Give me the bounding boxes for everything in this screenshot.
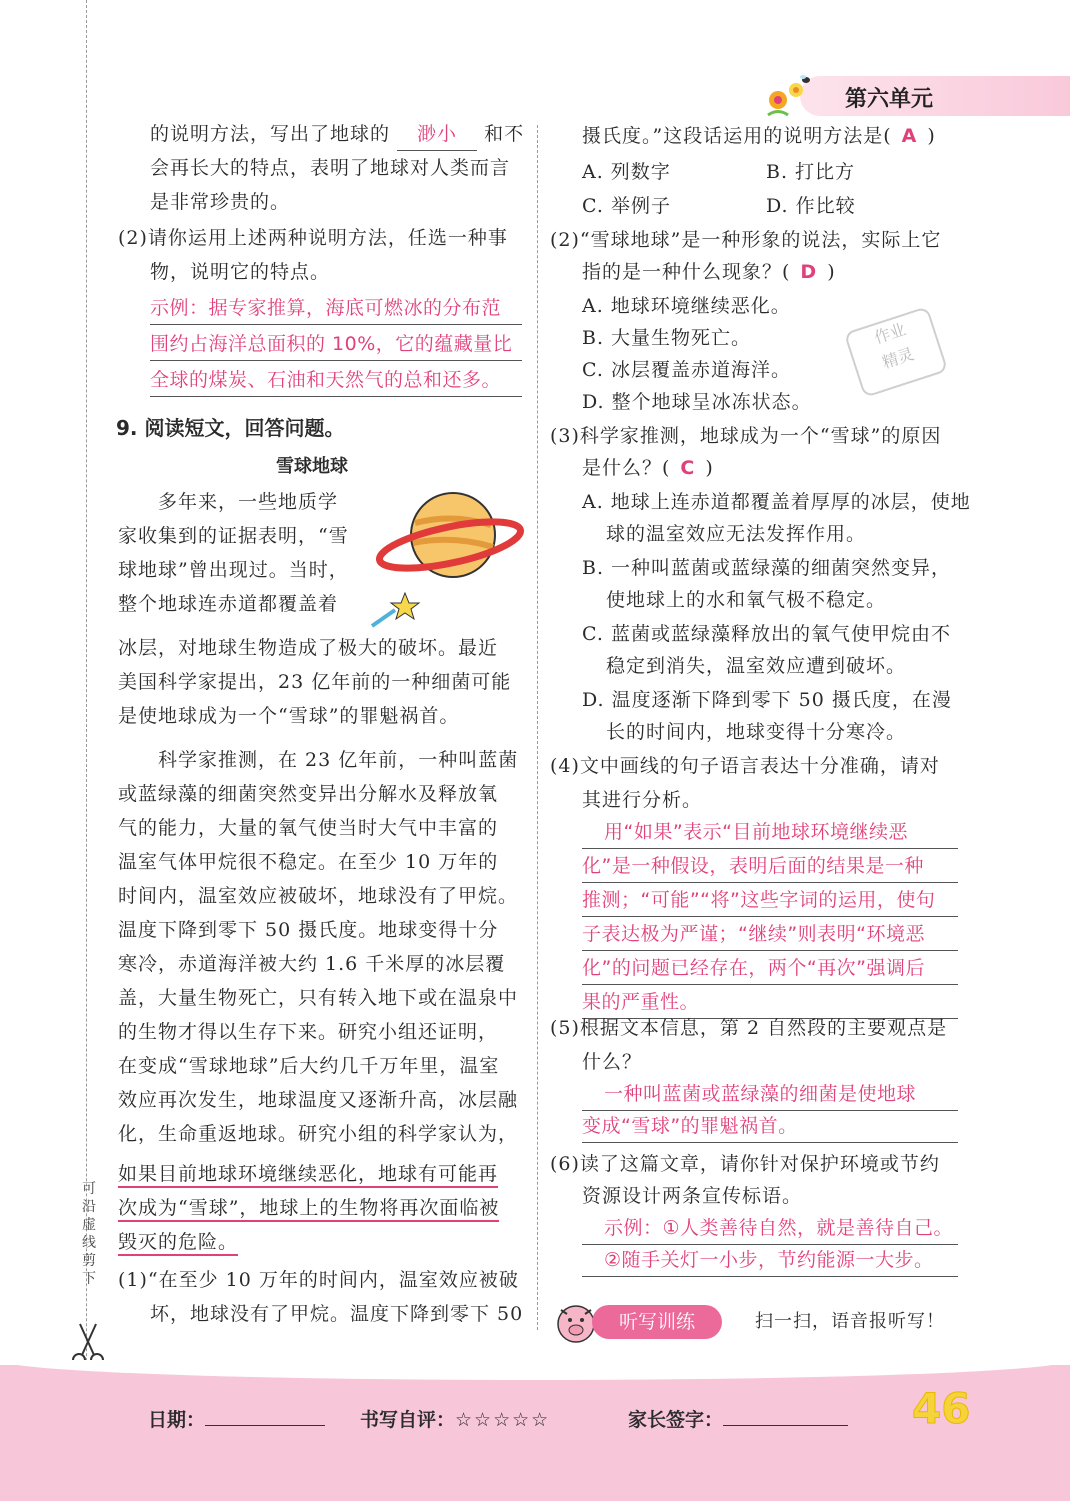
para2-line-8: 盖，大量生物死亡，只有转入地下或在温泉中: [118, 987, 519, 1009]
r-q3-option-a2: 球的温室效应无法发挥作用。: [606, 523, 867, 545]
para1-line-7: 是使地球成为一个“雪球”的罪魁祸首。: [118, 705, 460, 727]
q2-answer-line-1: 示例：据专家推算，海底可燃冰的分布范: [150, 292, 522, 325]
r-q4-answer-5: 化”的问题已经存在，两个“再次”强调后: [582, 952, 958, 985]
q1-line-1: (1)“在至少 10 万年的时间内，温室效应被破: [118, 1269, 519, 1291]
para1-line-4: 整个地球连赤道都覆盖着: [118, 593, 339, 615]
para2-line-1: 科学家推测，在 23 亿年前，一种叫蓝菌: [158, 749, 519, 771]
footer-parent: 家长签字：: [628, 1405, 848, 1432]
para2-line-11: 效应再次发生，地球温度又逐渐升高，冰层融: [118, 1089, 519, 1111]
r-q3-option-c1: C. 蓝菌或蓝绿藻释放出的氧气使甲烷由不: [582, 623, 951, 645]
footer-writing: 书写自评：☆☆☆☆☆: [360, 1409, 551, 1431]
r-q1-option-b: B. 打比方: [766, 161, 856, 183]
dictation-note: 扫一扫，语音报听写！: [755, 1311, 945, 1332]
stamp-line-1: 作业: [871, 319, 909, 348]
footer-band: [0, 1365, 1070, 1501]
cut-hint-text: 可沿虚线剪下: [82, 1181, 96, 1287]
r-q3-option-c2: 稳定到消失，温室效应遭到破坏。: [606, 655, 907, 677]
article-title: 雪球地球: [276, 456, 348, 477]
r-q4-answer-6: 果的严重性。: [582, 986, 958, 1019]
r-q2-option-c: C. 冰层覆盖赤道海洋。: [582, 359, 791, 381]
para2-line-5: 时间内，温室效应被破坏，地球没有了甲烷。: [118, 885, 519, 907]
date-field[interactable]: [205, 1407, 325, 1426]
r-q4-answer-1: 用“如果”表示“目前地球环境继续恶: [582, 816, 958, 849]
underlined-line-2: 次成为“雪球”，地球上的生物将再次面临被: [118, 1192, 499, 1224]
r-q3-option-d2: 长的时间内，地球变得十分寒冷。: [606, 721, 907, 743]
intro-line-1: 的说明方法，写出了地球的 渺小 和不: [150, 118, 524, 151]
para2-line-10: 在变成“雪球地球”后大约几千万年里，温室: [118, 1055, 500, 1077]
para2-line-4: 温室气体甲烷很不稳定。在至少 10 万年的: [118, 851, 499, 873]
rating-stars[interactable]: ☆☆☆☆☆: [455, 1409, 551, 1431]
dictation-badge[interactable]: [592, 1305, 722, 1339]
r-q3-option-a1: A. 地球上连赤道都覆盖着厚厚的冰层，使地: [582, 491, 971, 513]
r-q2-option-b: B. 大量生物死亡。: [582, 327, 752, 349]
para2-line-7: 寒冷，赤道海洋被大约 1.6 千米厚的冰层覆: [118, 953, 506, 975]
para2-line-9: 的生物才得以生存下来。研究小组还证明，: [118, 1021, 499, 1043]
underlined-line-1: 如果目前地球环境继续恶化，地球有可能再: [118, 1158, 498, 1190]
q9-heading: 9. 阅读短文，回答问题。: [116, 416, 345, 440]
r-q5-line-2: 什么？: [582, 1051, 643, 1073]
page-number: 46: [912, 1384, 971, 1433]
r-q6-answer-2: ②随手关灯一小步，节约能源一大步。: [582, 1244, 958, 1277]
star-icon: [370, 588, 420, 628]
r-q2-option-d: D. 整个地球呈冰冻状态。: [582, 391, 812, 413]
dictation-label: 听写训练: [618, 1311, 695, 1333]
r-q5-answer-1: 一种叫蓝菌或蓝绿藻的细菌是使地球: [582, 1078, 958, 1111]
q2-line-1: (2)请你运用上述两种说明方法，任选一种事: [118, 227, 508, 249]
planet-illustration: [375, 485, 525, 595]
r-q6-answer-1: 示例：①人类善待自然，就是善待自己。: [582, 1212, 958, 1245]
r-q6-line-1: (6)读了这篇文章，请你针对保护环境或节约: [550, 1153, 940, 1175]
r-q4-answer-2: 化”是一种假设，表明后面的结果是一种: [582, 850, 958, 883]
para2-line-12: 化，生命重返地球。研究小组的科学家认为，: [118, 1123, 519, 1145]
underlined-line-3: 毁灭的危险。: [118, 1226, 238, 1258]
r-q4-answer-3: 推测；“可能”“将”这些字词的运用，使句: [582, 884, 958, 917]
r-q1-option-d: D. 作比较: [766, 195, 856, 217]
r-q4-line-2: 其进行分析。: [582, 789, 703, 811]
r-q2-line-1: (2)“雪球地球”是一种形象的说法，实际上它: [550, 229, 942, 251]
header-band: [800, 76, 1070, 116]
r-q1-option-a: A. 列数字: [582, 161, 671, 183]
r-q3-option-d1: D. 温度逐渐下降到零下 50 摄氏度，在漫: [582, 689, 952, 711]
column-divider: [537, 125, 538, 1330]
r-q2-answer: D: [800, 261, 818, 283]
para1-line-6: 美国科学家提出，23 亿年前的一种细菌可能: [118, 671, 512, 693]
r-q3-line-2: 是什么？( C ): [582, 457, 714, 479]
para1-line-2: 家收集到的证据表明，“雪: [118, 525, 349, 547]
r-q2-line-2: 指的是一种什么现象？( D ): [582, 261, 836, 283]
q1-line-2: 坏，地球没有了甲烷。温度下降到零下 50: [150, 1303, 524, 1325]
r-q4-line-1: (4)文中画线的句子语言表达十分准确，请对: [550, 755, 940, 777]
para1-line-1: 多年来，一些地质学: [158, 491, 339, 513]
r-q6-line-2: 资源设计两条宣传标语。: [582, 1185, 803, 1207]
r-q3-answer: C: [680, 457, 696, 479]
r-q3-option-b2: 使地球上的水和氧气极不稳定。: [606, 589, 887, 611]
flower-icon: [758, 70, 818, 120]
r-q5-answer-2: 变成“雪球”的罪魁祸首。: [582, 1110, 958, 1143]
para1-line-3: 球地球”曾出现过。当时，: [118, 559, 349, 581]
r-q2-option-a: A. 地球环境继续恶化。: [582, 295, 791, 317]
r-q3-line-1: (3)科学家推测，地球成为一个“雪球”的原因: [550, 425, 942, 447]
intro-line-3: 是非常珍贵的。: [150, 191, 291, 213]
unit-title: 第六单元: [845, 87, 934, 112]
para2-line-2: 或蓝绿藻的细菌突然变异出分解水及释放氧: [118, 783, 499, 805]
blank-answer: 渺小: [397, 118, 477, 151]
r-q1-option-c: C. 举例子: [582, 195, 671, 217]
q2-answer-line-2: 围约占海洋总面积的 10%，它的蕴藏量比: [150, 328, 522, 361]
intro-line-2: 会再长大的特点，表明了地球对人类而言: [150, 157, 511, 179]
r-q3-option-b1: B. 一种叫蓝菌或蓝绿藻的细菌突然变异，: [582, 557, 952, 579]
r-q5-line-1: (5)根据文本信息，第 2 自然段的主要观点是: [550, 1017, 948, 1039]
stamp-logo: [844, 306, 949, 398]
q2-answer-line-3: 全球的煤炭、石油和天然气的总和还多。: [150, 364, 522, 397]
para2-line-6: 温度下降到零下 50 摄氏度。地球变得十分: [118, 919, 499, 941]
r-q1-answer: A: [901, 125, 918, 147]
q2-line-2: 物，说明它的特点。: [150, 261, 331, 283]
para1-line-5: 冰层，对地球生物造成了极大的破坏。最近: [118, 637, 499, 659]
stamp-line-2: 精灵: [879, 344, 917, 373]
footer-date: 日期：: [148, 1405, 325, 1432]
para2-line-3: 气的能力，大量的氧气使当时大气中丰富的: [118, 817, 499, 839]
r-q1-line: 摄氏度。”这段话运用的说明方法是( A ): [582, 125, 936, 147]
parent-signature-field[interactable]: [723, 1407, 848, 1426]
r-q4-answer-4: 子表达极为严谨；“继续”则表明“环境恶: [582, 918, 958, 951]
